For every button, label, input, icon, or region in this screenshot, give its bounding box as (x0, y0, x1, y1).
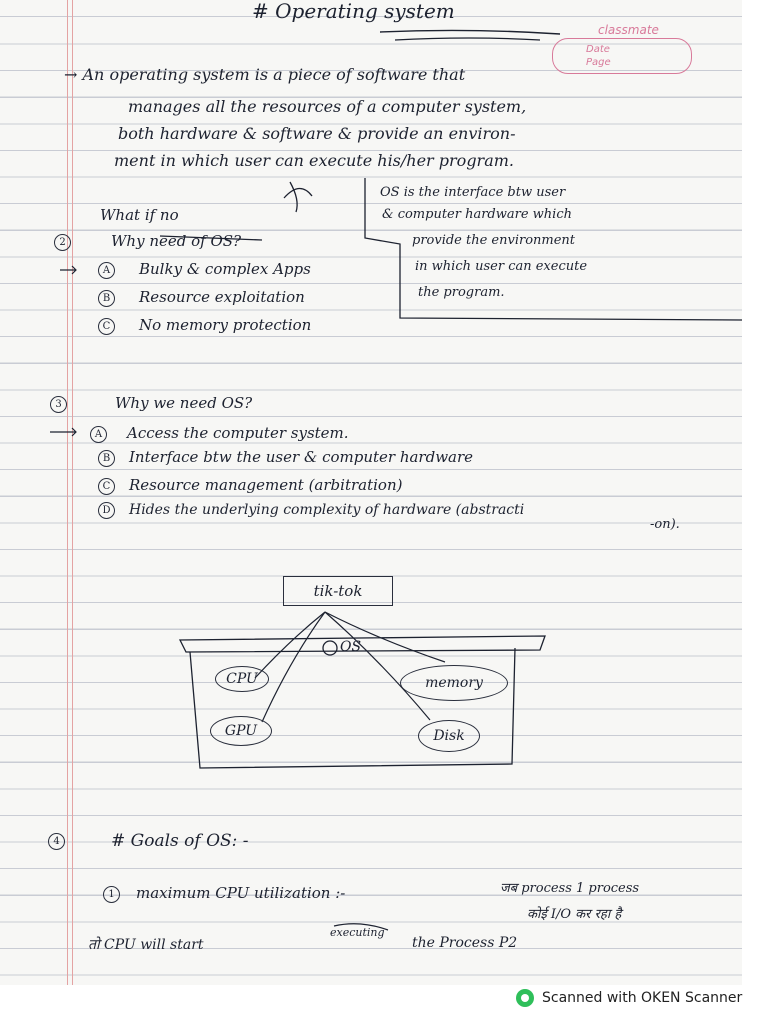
goals-heading (48, 832, 249, 850)
disk-node: Disk (418, 720, 480, 752)
scanner-text: Scanned with OKEN Scanner (542, 990, 743, 1006)
app-label: tik-tok (313, 582, 363, 600)
intro-line-1: → An operating system is a piece of software that (64, 65, 466, 84)
intro-line-2: manages all the resources of a computer system, (128, 97, 527, 116)
q2-item-text: Interface btw the user & computer hardware (129, 448, 474, 466)
scanner-footer (516, 989, 742, 1007)
goal-line-2-above: executing (330, 926, 385, 939)
brand-oval (552, 38, 692, 74)
memory-node: memory (400, 665, 508, 701)
q2-number: 3 (50, 396, 67, 413)
goal-item (103, 884, 345, 903)
goals-heading-text: # Goals of OS: - (111, 831, 249, 851)
q2-item (98, 476, 402, 495)
gpu-node: GPU (210, 716, 272, 746)
q2-item (98, 501, 524, 519)
q1-item-mark: C (98, 318, 115, 335)
q2-item-mark: C (98, 478, 115, 495)
side-note-line-4: in which user can execute (415, 259, 588, 274)
q2-item-mark: A (90, 426, 107, 443)
q1-heading-text: Why need of OS? (111, 232, 242, 250)
q1-heading-top: What if no (100, 206, 179, 224)
q2-item-text: Resource management (arbitration) (129, 476, 403, 494)
goal-item-mark: 1 (103, 886, 120, 903)
q1-item-mark: B (98, 290, 115, 307)
q1-number: 2 (54, 234, 71, 251)
goal-item-text: maximum CPU utilization :- (136, 884, 346, 902)
app-box (283, 576, 393, 606)
q1-item (98, 316, 311, 335)
date-label: Date (586, 44, 610, 55)
q1-item (98, 260, 311, 279)
cpu-node: CPU (215, 666, 269, 692)
goal-hindi-1: जब process 1 process (500, 881, 640, 896)
q2-item (98, 448, 473, 467)
q2-heading (50, 394, 252, 413)
page-label: Page (586, 57, 611, 68)
os-label: OS (340, 639, 362, 655)
brand-name: classmate (598, 23, 659, 37)
goal-line-2b: the Process P2 (412, 935, 518, 951)
q2-item-mark: D (98, 502, 115, 519)
q2-item-continuation: -on). (650, 517, 680, 532)
q1-item-mark: A (98, 262, 115, 279)
side-note-line-3: provide the environment (412, 233, 576, 248)
goal-line-2a: तो CPU will start (88, 937, 204, 953)
intro-line-3: both hardware & software & provide an environ- (118, 124, 516, 143)
q2-item-mark: B (98, 450, 115, 467)
goals-number: 4 (48, 833, 65, 850)
q1-heading (54, 232, 241, 251)
scanner-logo-icon (516, 989, 534, 1007)
side-note-line-1: OS is the interface btw user (380, 185, 566, 200)
intro-line-4: ment in which user can execute his/her program. (114, 151, 514, 170)
q1-item (98, 288, 305, 307)
goal-hindi-2: कोई I/O कर रहा है (527, 907, 622, 922)
q1-item-text: Bulky & complex Apps (139, 260, 311, 278)
q2-item-text: Access the computer system. (127, 424, 349, 442)
side-note-line-2: & computer hardware which (382, 207, 572, 222)
q2-item (90, 424, 349, 443)
q1-item-text: No memory protection (139, 316, 312, 334)
side-note-line-5: the program. (418, 285, 505, 300)
q1-item-text: Resource exploitation (139, 288, 305, 306)
q2-item-text: Hides the underlying complexity of hardware (abstracti (129, 502, 525, 518)
page-title: # Operating system (252, 0, 455, 23)
q2-heading-text: Why we need OS? (115, 394, 253, 412)
